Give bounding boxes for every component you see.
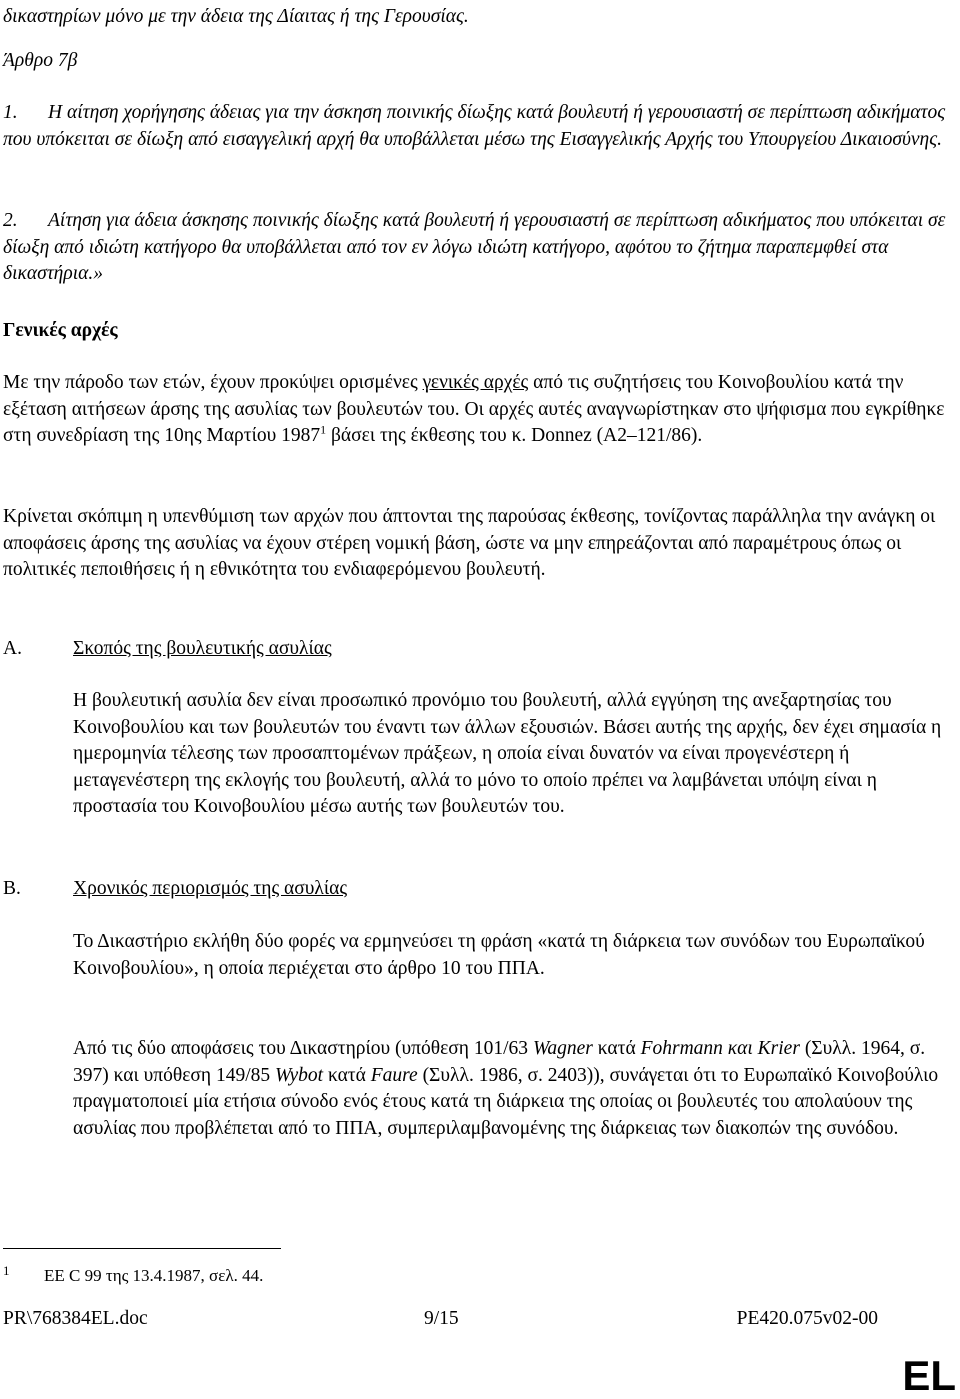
article-label: Άρθρο 7β bbox=[3, 50, 78, 71]
top-fragment: δικαστηρίων μόνο με την άδεια της Δίαιτας ή της Γερουσίας. bbox=[3, 6, 469, 27]
language-badge: EL bbox=[902, 1352, 956, 1399]
section-b-text-2-b: κατά bbox=[592, 1038, 641, 1059]
case-party-wybot: Wybot bbox=[275, 1064, 324, 1086]
section-a-text: Η βουλευτική ασυλία δεν είναι προσωπικό προνόμιο του βουλευτή, αλλά εγγύηση της ανεξαρτησίας του Κοινοβουλίου και των βουλευτών του έναντι των άλλων εξουσιών. Βάσει αυτής της αρχής, δεν έχει σημασία η ημερομηνία τέλεσης των προσαπτομένων πράξεων, η οποία είναι δυνατόν να είναι προγενέστερη ή μεταγενέστερη της εκλογής του βουλευτή, αλλά το μόνο το οποίο πρέπει να λαμβάνεται υπόψη είναι η προστασία του Κοινοβουλίου μέσω αυτής των βουλευτών του. bbox=[73, 690, 942, 817]
section-b-text-2-d: κατά bbox=[323, 1064, 371, 1086]
section-b-text-2-e: (Συλλ. 1986, σ. 2403)), συνάγεται ότι το Ευρωπαϊκό Κοινοβούλιο πραγματοποιεί μία ετήσια σύνοδο ενός έτους κατά τη διάρκεια της οποίας οι βουλευτές του απολαύουν της ασυλίας που προβλέπεται από το ΠΠΑ, συμπεριλαμβανομένης της διάρκειας των διακοπών της συνόδου. bbox=[73, 1064, 939, 1139]
paragraph-2-number: 2. bbox=[3, 210, 18, 231]
case-party-faure: Faure bbox=[370, 1064, 418, 1086]
section-a-letter: A. bbox=[3, 638, 22, 659]
general-principles-link[interactable]: γενικές αρχές bbox=[422, 372, 529, 393]
section-b-text-2-c: (Συλλ. 1964, σ. 397) και υπόθεση 149/85 bbox=[73, 1038, 926, 1086]
paragraph-1-text: Η αίτηση χορήγησης άδειας για την άσκηση ποινικής δίωξης κατά βουλευτή ή γερουσιαστή σε περίπτωση αδικήματος που υπόκειται σε δίωξη από εισαγγελική αρχή θα υποβάλλεται μέσω της Εισαγγελικής Αρχής του Υπουργείου Δικαιοσύνης. bbox=[3, 102, 946, 150]
general-principles-paragraph bbox=[3, 370, 953, 450]
section-a-title: Σκοπός της βουλευτικής ασυλίας bbox=[73, 638, 332, 659]
footer-reference: PE420.075v02-00 bbox=[736, 1308, 878, 1329]
general-text-start: Με την πάροδο των ετών, έχουν προκύψει ορισμένες bbox=[3, 372, 423, 393]
case-party-fohrmann-krier: Fohrmann και Krier bbox=[640, 1038, 800, 1059]
case-party-wagner: Wagner bbox=[532, 1038, 593, 1059]
footnote-separator bbox=[3, 1248, 281, 1249]
general-principles-heading: Γενικές αρχές bbox=[3, 320, 118, 341]
footer-doc-id: PR\768384EL.doc bbox=[3, 1308, 148, 1329]
section-b-title: Χρονικός περιορισμός της ασυλίας bbox=[73, 878, 348, 899]
footnote-reference[interactable]: 1 bbox=[320, 422, 327, 437]
general-text-tail: βάσει της έκθεσης του κ. Donnez (A2–121/86). bbox=[326, 425, 703, 446]
section-b-text-2-a: Από τις δύο αποφάσεις του Δικαστηρίου (υπόθεση 101/63 bbox=[73, 1038, 533, 1059]
footnote-text: ΕΕ C 99 της 13.4.1987, σελ. 44. bbox=[44, 1266, 264, 1285]
section-b-text-1: Το Δικαστήριο εκλήθη δύο φορές να ερμηνεύσει τη φράση «κατά τη διάρκεια των συνόδων του Ευρωπαϊκού Κοινοβουλίου», η οποία περιέχεται στο άρθρο 10 του ΠΠΑ. bbox=[73, 931, 925, 979]
reminder-paragraph: Κρίνεται σκόπιμη η υπενθύμιση των αρχών που άπτονται της παρούσας έκθεσης, τονίζοντας παράλληλα την ανάγκη οι αποφάσεις άρσης της ασυλίας να έχουν στέρεη νομική βάση, ώστε να μην επηρεάζονται από παραμέτρους όπως οι πολιτικές πεποιθήσεις ή η εθνικότητα του ενδιαφερόμενου βουλευτή. bbox=[3, 506, 936, 580]
footnote-number: 1 bbox=[3, 1263, 10, 1278]
footer-page-number: 9/15 bbox=[424, 1308, 459, 1329]
general-text-middle: από τις συζητήσεις του Κοινοβουλίου κατά την εξέταση αιτήσεων άρσης της ασυλίας των βουλευτών του. Οι αρχές αυτές αναγνωρίστηκαν στο ψήφισμα που εγκρίθηκε στη συνεδρίαση της 10ης Μαρτίου 1987 bbox=[3, 372, 945, 446]
paragraph-2 bbox=[3, 208, 953, 288]
section-b-text-2 bbox=[73, 1036, 943, 1142]
paragraph-2-text: Αίτηση για άδεια άσκησης ποινικής δίωξης κατά βουλευτή ή γερουσιαστή σε περίπτωση αδικήματος που υπόκειται σε δίωξη από ιδιώτη κατήγορο θα υποβάλλεται από τον εν λόγω ιδιώτη κατήγορο, αφότου το ζήτημα παραπεμφθεί στα δικαστήρια.» bbox=[3, 210, 946, 284]
section-b-letter: B. bbox=[3, 878, 21, 899]
paragraph-1-number: 1. bbox=[3, 102, 18, 123]
paragraph-1 bbox=[3, 100, 953, 153]
